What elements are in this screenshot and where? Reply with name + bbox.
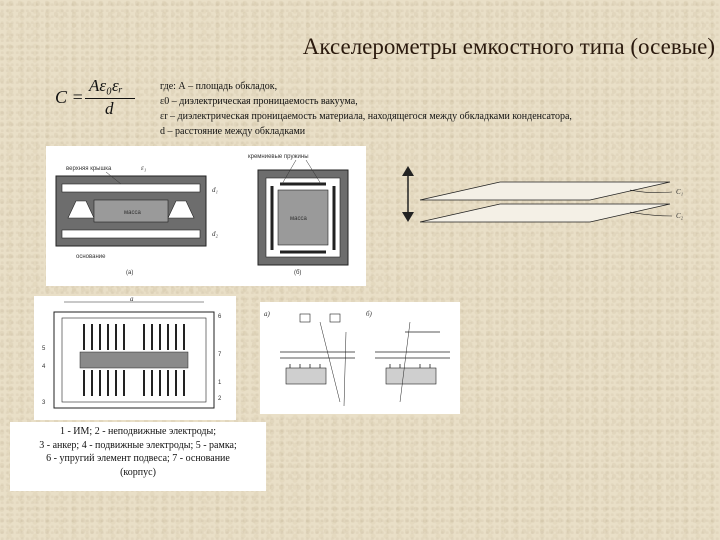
callout-6: 6	[218, 314, 222, 320]
callout-1: 1	[218, 380, 222, 386]
accelerometer-cross-section-figure	[46, 146, 366, 286]
top-cap-label: верхняя крышка	[66, 166, 112, 172]
legend-line: εr – диэлектрическая проницаемость материала, находящегося между обкладками конденсатора,	[160, 111, 572, 122]
comb-electrode-figure	[34, 296, 236, 420]
formula-numerator: Aε₀εᵣ	[89, 76, 123, 95]
moving-mass	[80, 352, 188, 368]
page-title: Акселерометры емкостного типа (осевые)	[302, 34, 715, 59]
mass-label-a: масса	[124, 210, 141, 216]
eps-label: ε₁	[141, 164, 147, 172]
callout-5: 5	[42, 346, 46, 352]
springs-label: кремниевые пружины	[248, 154, 309, 160]
legend-line: d – расстояние между обкладками	[160, 126, 306, 137]
c1-label: C₁	[676, 188, 684, 196]
cross-section-diagram	[46, 146, 366, 286]
caption-line: 1 - ИМ; 2 - неподвижные электроды;	[59, 426, 217, 437]
caption-line: 3 - анкер; 4 - подвижные электроды; 5 - рамка;	[39, 439, 237, 451]
arrow-down-icon	[402, 212, 414, 222]
formula-legend	[160, 79, 572, 139]
lower-plate	[420, 204, 670, 222]
dim-a-label: a	[130, 296, 134, 303]
formula-denominator: d	[105, 99, 114, 118]
d2-label: d₂	[212, 230, 218, 238]
caption-line: (корпус)	[120, 466, 156, 478]
callout-4: 4	[42, 364, 46, 370]
variant-a-label: a)	[264, 310, 270, 318]
sub-a-label: (а)	[126, 270, 134, 276]
parallel-plates-figure	[380, 166, 700, 246]
legend-line: где: А – площадь обкладок,	[160, 81, 278, 92]
mass-label-b: масса	[290, 216, 307, 222]
lower-gap	[62, 230, 200, 238]
legend-line: ε0 – диэлектрическая проницаемость вакуума,	[160, 96, 358, 107]
callout-7: 7	[218, 352, 222, 358]
parallel-plates-diagram	[380, 166, 700, 246]
formula-lhs: C =	[55, 87, 84, 107]
sub-b-label: (б)	[294, 270, 302, 276]
upper-plate	[420, 182, 670, 200]
arrow-up-icon	[402, 166, 414, 176]
structure-variants-figure	[260, 302, 460, 414]
base-label: основание	[76, 254, 106, 260]
caption-line: 6 - упругий элемент подвеса; 7 - основание	[46, 453, 230, 464]
callout-2: 2	[218, 396, 222, 402]
variant-b-label: б)	[366, 310, 372, 318]
structure-variants-diagram	[260, 302, 460, 414]
comb-electrode-diagram	[34, 296, 236, 420]
upper-gap	[62, 184, 200, 192]
d1-label: d₁	[212, 186, 218, 194]
c2-label: C₂	[676, 212, 684, 220]
capacitance-formula	[55, 76, 135, 116]
figure-caption	[10, 422, 266, 491]
callout-3: 3	[42, 400, 46, 406]
